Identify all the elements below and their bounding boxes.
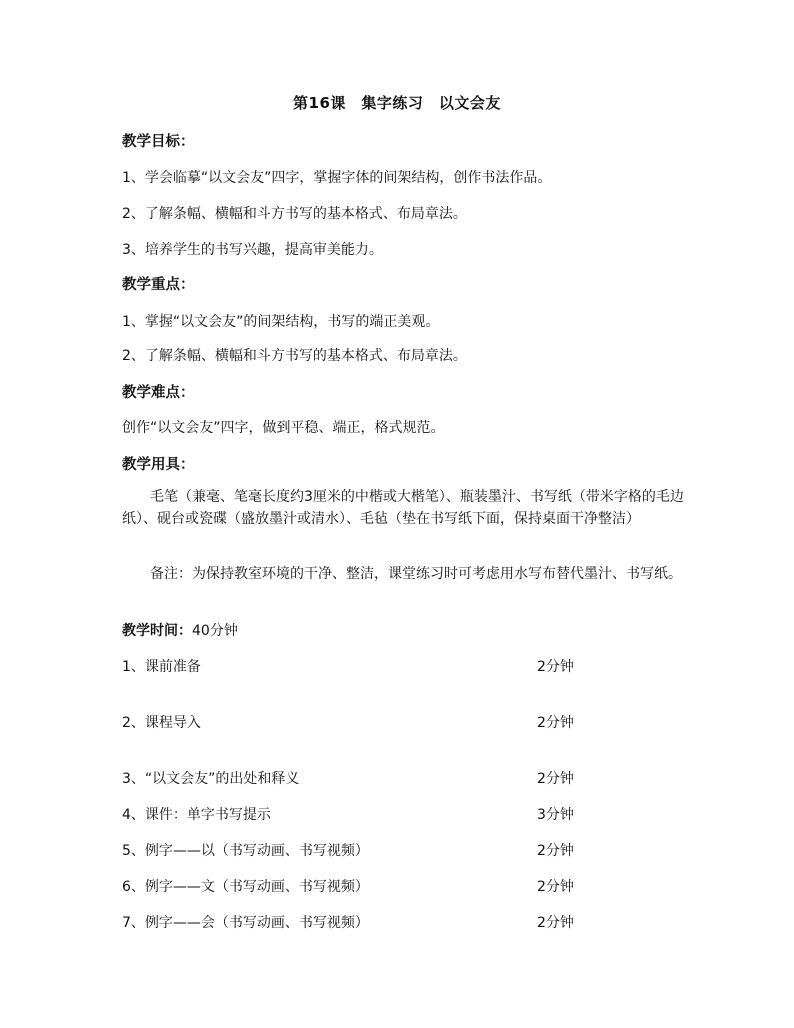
schedule-item-name: 2、课程导入 [122, 715, 201, 731]
schedule-item [122, 840, 582, 862]
schedule-item-name: 3、“以文会友”的出处和释义 [122, 771, 300, 787]
schedule-item [122, 656, 582, 678]
schedule-item-duration: 2分钟 [537, 771, 574, 787]
key-point-item-1: 1、掌握“以文会友”的间架结构，书写的端正美观。 [122, 314, 440, 330]
schedule-item [122, 912, 582, 934]
schedule-item-duration: 3分钟 [537, 807, 574, 823]
note-paragraph [122, 563, 712, 585]
time-row [122, 620, 238, 640]
tools-text: 毛笔（兼毫、笔毫长度约3厘米的中楷或大楷笔）、瓶装墨汁、书写纸（带米字格的毛边纸）、砚台或瓷碟（盛放墨汁或清水）、毛毡（垫在书写纸下面，保持桌面干净整洁） [122, 489, 684, 527]
schedule-item-duration: 2分钟 [537, 715, 574, 731]
goal-item-3: 3、培养学生的书写兴趣，提高审美能力。 [122, 242, 383, 258]
tools-heading: 教学用具： [122, 457, 195, 473]
goal-item-1: 1、学会临摹“以文会友”四字，掌握字体的间架结构，创作书法作品。 [122, 170, 552, 186]
goals-heading: 教学目标： [122, 134, 195, 150]
schedule-item [122, 804, 582, 826]
schedule-item-name: 6、例字——文（书写动画、书写视频） [122, 879, 369, 895]
note-text: 备注：为保持教室环境的干净、整洁，课堂练习时可考虑用水写布替代墨汁、书写纸。 [150, 566, 682, 582]
schedule-item-duration: 2分钟 [537, 879, 574, 895]
schedule-item-name: 1、课前准备 [122, 659, 201, 675]
schedule-item-duration: 2分钟 [537, 659, 574, 675]
time-value: 40分钟 [192, 623, 238, 639]
page-title: 第16课 集字练习 以文会友 [293, 94, 501, 112]
schedule-item-name: 5、例字——以（书写动画、书写视频） [122, 843, 369, 859]
schedule-item-name: 4、课件：单字书写提示 [122, 807, 271, 823]
tools-paragraph [122, 486, 712, 530]
key-point-item-2: 2、了解条幅、横幅和斗方书写的基本格式、布局章法。 [122, 348, 467, 364]
schedule-item-duration: 2分钟 [537, 915, 574, 931]
schedule-item-name: 7、例字——会（书写动画、书写视频） [122, 915, 369, 931]
time-label: 教学时间： [122, 623, 192, 639]
difficulties-heading: 教学难点： [122, 385, 195, 401]
goal-item-2: 2、了解条幅、横幅和斗方书写的基本格式、布局章法。 [122, 206, 467, 222]
key-points-heading: 教学重点： [122, 277, 195, 293]
schedule-item [122, 768, 582, 790]
difficulties-text: 创作“以文会友”四字，做到平稳、端正，格式规范。 [122, 420, 445, 436]
schedule-item [122, 712, 582, 734]
schedule-item [122, 876, 582, 898]
schedule-item-duration: 2分钟 [537, 843, 574, 859]
